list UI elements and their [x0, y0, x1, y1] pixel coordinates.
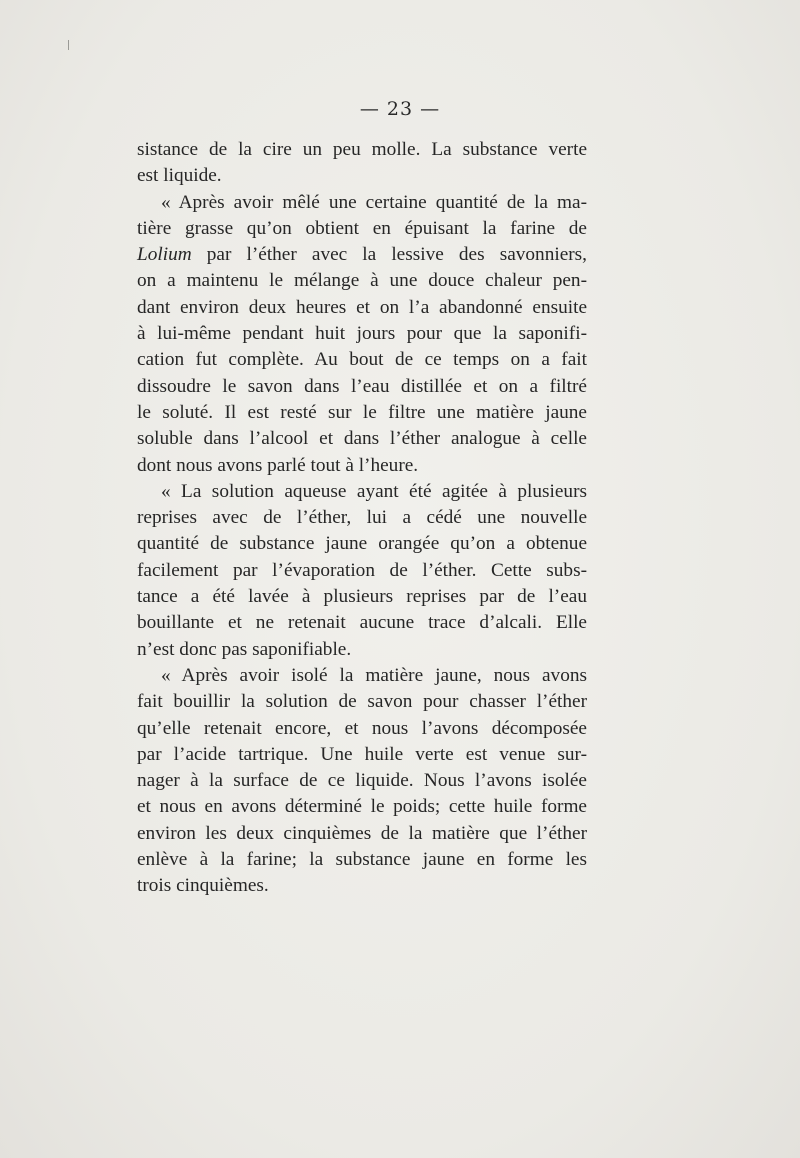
text-line: tance a été lavée à plusieurs reprises par de l’eau: [137, 586, 587, 608]
text-line: facilement par l’évaporation de l’éther. Cette subs-: [137, 559, 587, 581]
text-line: dissoudre le savon dans l’eau distillée et on a filtré: [137, 375, 587, 397]
text-line: cation fut complète. Au bout de ce temps on a fait: [137, 349, 587, 371]
text-line: qu’elle retenait encore, et nous l’avons décomposée: [137, 717, 587, 739]
text-line: on a maintenu le mélange à une douce chaleur pen-: [137, 270, 587, 292]
text-line: trois cinquièmes.: [137, 875, 269, 897]
text-line: environ les deux cinquièmes de la matière que l’éther: [137, 822, 587, 844]
text-line: dant environ deux heures et on l’a abandonné ensuite: [137, 296, 587, 318]
text-line: quantité de substance jaune orangée qu’on a obtenue: [137, 533, 587, 555]
text-line: reprises avec de l’éther, lui a cédé une nouvelle: [137, 507, 587, 529]
italic-term: Lolium: [137, 244, 192, 266]
text-line: est liquide.: [137, 165, 222, 187]
text-line: soluble dans l’alcool et dans l’éther analogue à celle: [137, 428, 587, 450]
text-line: par l’acide tartrique. Une huile verte est venue sur-: [137, 743, 587, 765]
text-line: fait bouillir la solution de savon pour chasser l’éther: [137, 691, 587, 713]
text-line: tière grasse qu’on obtient en épuisant la farine de: [137, 217, 587, 239]
text-line: « La solution aqueuse ayant été agitée à plusieurs: [161, 480, 587, 502]
text-line: bouillante et ne retenait aucune trace d’alcali. Elle: [137, 612, 587, 634]
body-text: [137, 137, 587, 900]
text-line: Lolium par l’éther avec la lessive des savonniers,: [137, 244, 587, 266]
text-line: le soluté. Il est resté sur le filtre une matière jaune: [137, 401, 587, 423]
text-line: et nous en avons déterminé le poids; cette huile forme: [137, 796, 587, 818]
text-line: dont nous avons parlé tout à l’heure.: [137, 454, 419, 476]
text-line: « Après avoir mêlé une certaine quantité de la ma-: [161, 191, 587, 213]
margin-speck: [68, 40, 69, 50]
text-line: « Après avoir isolé la matière jaune, nous avons: [161, 664, 587, 686]
text-line: nager à la surface de ce liquide. Nous l’avons isolée: [137, 770, 587, 792]
text-line: à lui-même pendant huit jours pour que la saponifi-: [137, 323, 587, 345]
page-number: — 23 —: [359, 98, 441, 120]
text-line: n’est donc pas saponifiable.: [137, 638, 352, 660]
text-line: enlève à la farine; la substance jaune en forme les: [137, 849, 587, 871]
text-line: sistance de la cire un peu molle. La substance verte: [137, 139, 587, 160]
